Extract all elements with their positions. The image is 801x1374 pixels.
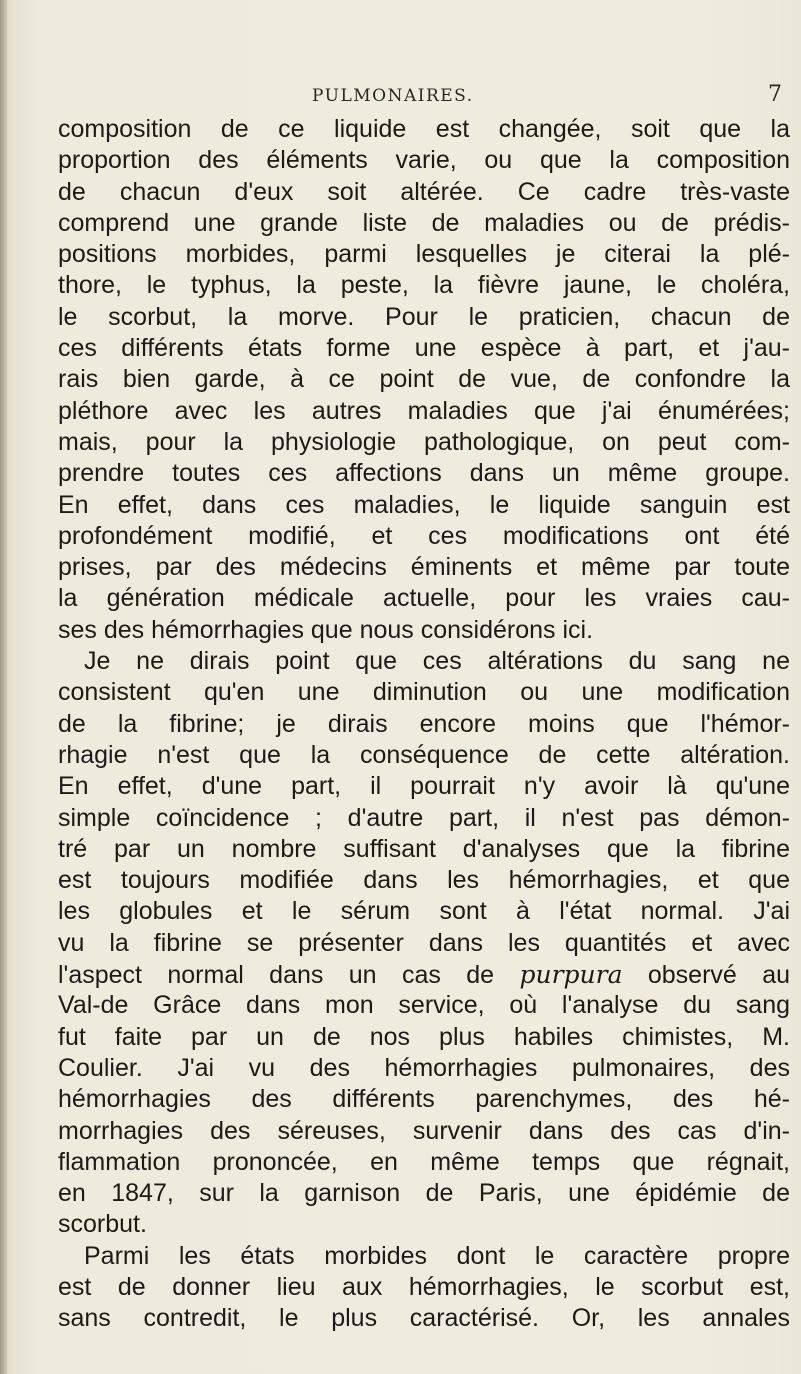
- text-line: rhagie n'est que la conséquence de cette altération.: [58, 740, 790, 769]
- running-title: PULMONAIRES.: [312, 86, 474, 106]
- text-line: ces différents états forme une espèce à part, et j'au-: [58, 334, 790, 363]
- text-line: proportion des éléments varie, ou que la composition: [58, 146, 790, 175]
- text-line: le scorbut, la morve. Pour le praticien, chacun de: [58, 302, 790, 331]
- text-line: Coulier. J'ai vu des hémorrhagies pulmonaires, des: [58, 1053, 790, 1082]
- text-line: morrhagies des séreuses, survenir dans des cas d'in-: [58, 1116, 790, 1145]
- body-text: [58, 114, 790, 1335]
- text-line: Val-de Grâce dans mon service, où l'analyse du sang: [58, 991, 790, 1020]
- text-line: thore, le typhus, la peste, la fièvre jaune, le choléra,: [58, 271, 790, 300]
- text-line: l'aspect normal dans un cas de purpura observé au: [58, 960, 791, 990]
- text-line: En effet, dans ces maladies, le liquide sanguin est: [58, 490, 790, 519]
- binding-edge: [0, 0, 7, 1374]
- text-line: vu la fibrine se présenter dans les quantités et avec: [58, 928, 790, 957]
- text-line: sans contredit, le plus caractérisé. Or, les annales: [58, 1304, 790, 1333]
- page-number: 7: [768, 82, 782, 107]
- text-line: composition de ce liquide est changée, soit que la: [58, 115, 790, 143]
- text-line: prises, par des médecins éminents et même par toute: [58, 553, 790, 582]
- text-line: positions morbides, parmi lesquelles je citerai la plé-: [58, 240, 790, 269]
- page-header: [0, 82, 801, 112]
- text-line: prendre toutes ces affections dans un même groupe.: [58, 459, 790, 488]
- text-line: en 1847, sur la garnison de Paris, une épidémie de: [58, 1179, 790, 1208]
- text-line: la génération médicale actuelle, pour les vraies cau-: [58, 584, 790, 613]
- text-line: Je ne dirais point que ces altérations du sang ne: [84, 647, 790, 676]
- text-line: mais, pour la physiologie pathologique, on peut com-: [58, 427, 790, 456]
- text-line: En effet, d'une part, il pourrait n'y avoir là qu'une: [58, 772, 790, 801]
- text-line: les globules et le sérum sont à l'état normal. J'ai: [58, 897, 790, 926]
- text-line: consistent qu'en une diminution ou une modification: [58, 678, 790, 707]
- text-line: ses des hémorrhagies que nous considérons ici.: [58, 615, 594, 644]
- text-line: Parmi les états morbides dont le caractère propre: [84, 1241, 790, 1270]
- text-line: comprend une grande liste de maladies ou de prédis-: [58, 208, 790, 237]
- text-line: de la fibrine; je dirais encore moins que l'hémor-: [58, 709, 790, 738]
- text-line: est toujours modifiée dans les hémorrhagies, et que: [58, 866, 790, 895]
- text-line: rais bien garde, à ce point de vue, de confondre la: [58, 365, 790, 394]
- text-line: est de donner lieu aux hémorrhagies, le scorbut est,: [58, 1272, 790, 1301]
- text-line: fut faite par un de nos plus habiles chimistes, M.: [58, 1022, 790, 1051]
- text-line: tré par un nombre suffisant d'analyses que la fibrine: [58, 834, 790, 863]
- text-line: profondément modifié, et ces modifications ont été: [58, 521, 790, 550]
- text-line: pléthore avec les autres maladies que j'ai énumérées;: [58, 396, 790, 425]
- text-line: scorbut.: [58, 1210, 147, 1239]
- text-line: simple coïncidence ; d'autre part, il n'est pas démon-: [58, 803, 790, 832]
- text-line: hémorrhagies des différents parenchymes, des hé-: [58, 1085, 790, 1114]
- text-line: de chacun d'eux soit altérée. Ce cadre très-vaste: [58, 177, 790, 206]
- text-line: flammation prononcée, en même temps que régnait,: [58, 1147, 790, 1176]
- italic-term: purpura: [519, 960, 623, 990]
